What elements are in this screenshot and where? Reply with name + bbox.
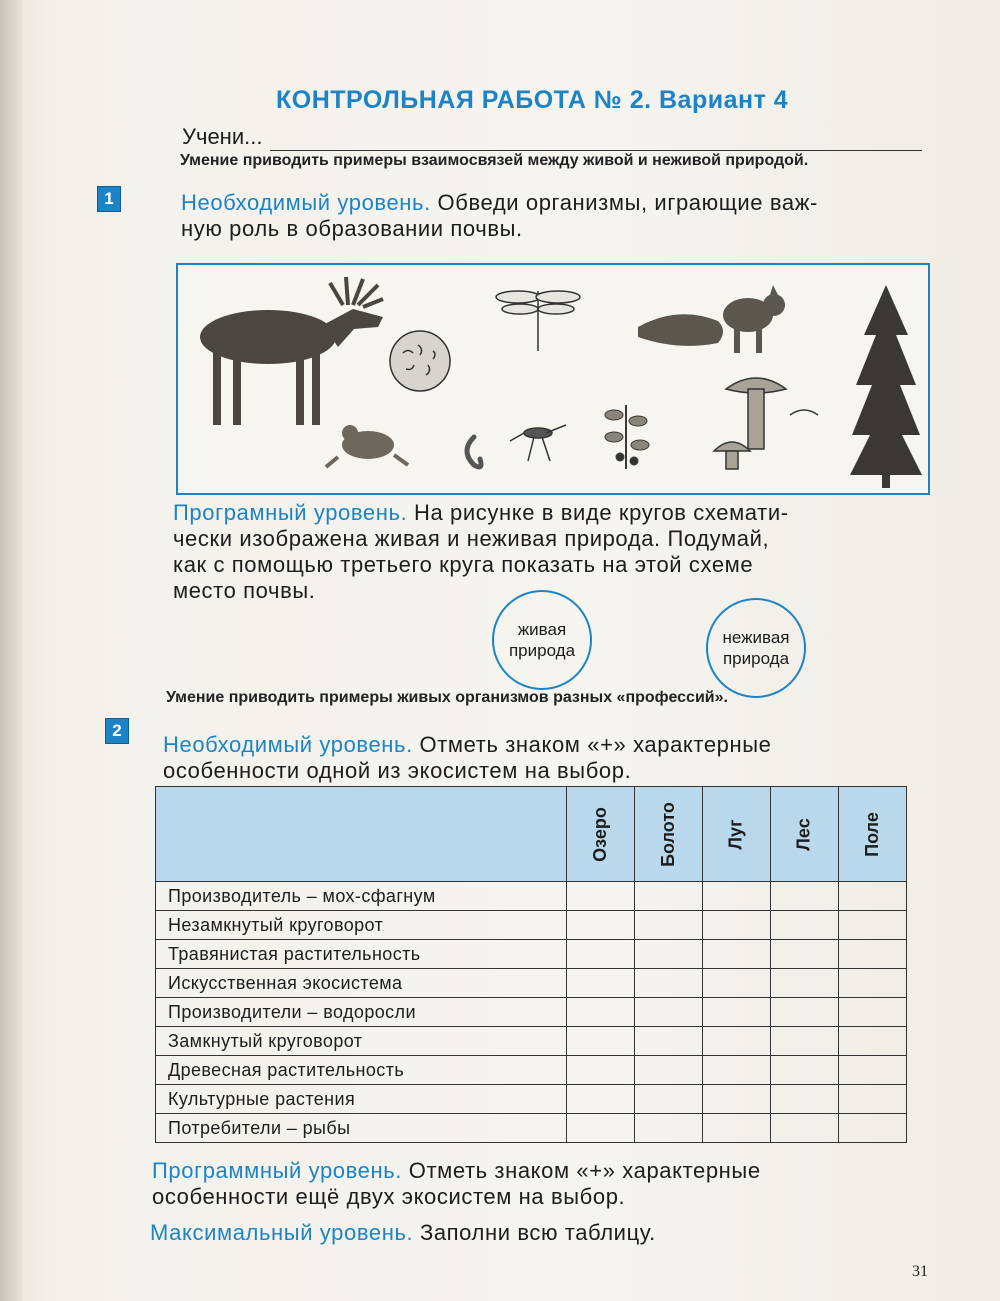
answer-cell[interactable] bbox=[703, 998, 771, 1027]
table-row bbox=[156, 911, 907, 940]
row-label: Незамкнутый круговорот bbox=[156, 911, 567, 940]
answer-cell[interactable] bbox=[635, 940, 703, 969]
answer-cell[interactable] bbox=[703, 940, 771, 969]
answer-cell[interactable] bbox=[703, 1085, 771, 1114]
answer-cell[interactable] bbox=[771, 911, 839, 940]
row-label: Производитель – мох-сфагнум bbox=[156, 882, 567, 911]
answer-cell[interactable] bbox=[839, 911, 907, 940]
level-required-1: Необходимый уровень. bbox=[181, 190, 431, 215]
answer-cell[interactable] bbox=[771, 940, 839, 969]
ecosystem-table bbox=[155, 786, 907, 1143]
answer-cell[interactable] bbox=[703, 882, 771, 911]
moose-icon[interactable] bbox=[200, 277, 383, 425]
answer-cell[interactable] bbox=[567, 911, 635, 940]
answer-cell[interactable] bbox=[839, 882, 907, 911]
task-1-program bbox=[173, 500, 923, 604]
dragonfly-icon[interactable] bbox=[496, 291, 580, 351]
task-2-program bbox=[152, 1158, 912, 1210]
row-label: Древесная растительность bbox=[156, 1056, 567, 1085]
answer-cell[interactable] bbox=[839, 1056, 907, 1085]
answer-cell[interactable] bbox=[635, 911, 703, 940]
answer-cell[interactable] bbox=[635, 998, 703, 1027]
column-header: Поле bbox=[839, 787, 907, 882]
circle-living-nature: живая природа bbox=[492, 590, 592, 690]
program-line-2: чески изображена живая и неживая природа. Подумай, bbox=[173, 526, 770, 551]
pupil-name-row bbox=[182, 124, 922, 154]
page-number: 31 bbox=[912, 1263, 928, 1280]
mushrooms-icon[interactable] bbox=[714, 378, 818, 469]
task-number-2: 2 bbox=[105, 718, 129, 744]
table-row bbox=[156, 940, 907, 969]
program-line-1: На рисунке в виде кругов схемати- bbox=[414, 500, 789, 525]
squirrel-icon[interactable] bbox=[638, 285, 785, 353]
answer-cell[interactable] bbox=[839, 969, 907, 998]
task-number-1: 1 bbox=[97, 186, 121, 212]
berry-plant-icon[interactable] bbox=[605, 405, 649, 469]
task-2-max bbox=[150, 1220, 910, 1246]
table-row bbox=[156, 969, 907, 998]
task-1-text-a: Обведи организмы, играющие важ- bbox=[437, 190, 818, 215]
row-label: Потребители – рыбы bbox=[156, 1114, 567, 1143]
task-1-required bbox=[181, 190, 921, 242]
table-corner-cell bbox=[156, 787, 567, 882]
table-row bbox=[156, 998, 907, 1027]
answer-cell[interactable] bbox=[839, 940, 907, 969]
answer-cell[interactable] bbox=[635, 1027, 703, 1056]
skill-2: Умение приводить примеры живых организмов разных «профессий». bbox=[166, 689, 728, 706]
level-program-1: Програмный уровень. bbox=[173, 500, 408, 525]
row-label: Производители – водоросли bbox=[156, 998, 567, 1027]
pupil-name-line[interactable] bbox=[270, 150, 922, 151]
answer-cell[interactable] bbox=[567, 1114, 635, 1143]
pupil-label: Учени... bbox=[182, 124, 263, 149]
column-header: Лес bbox=[771, 787, 839, 882]
level-program-2: Программный уровень. bbox=[152, 1158, 403, 1183]
answer-cell[interactable] bbox=[567, 1085, 635, 1114]
row-label: Культурные растения bbox=[156, 1085, 567, 1114]
level-required-2: Необходимый уровень. bbox=[163, 732, 413, 757]
table-row bbox=[156, 1056, 907, 1085]
answer-cell[interactable] bbox=[703, 911, 771, 940]
answer-cell[interactable] bbox=[635, 1085, 703, 1114]
answer-cell[interactable] bbox=[635, 882, 703, 911]
page-spine bbox=[0, 0, 22, 1301]
organisms-picture bbox=[176, 263, 930, 495]
answer-cell[interactable] bbox=[567, 940, 635, 969]
answer-cell[interactable] bbox=[635, 1056, 703, 1085]
bacteria-icon[interactable] bbox=[390, 331, 450, 391]
table-row bbox=[156, 1114, 907, 1143]
answer-cell[interactable] bbox=[635, 1114, 703, 1143]
answer-cell[interactable] bbox=[567, 998, 635, 1027]
answer-cell[interactable] bbox=[771, 1085, 839, 1114]
page-title: КОНТРОЛЬНАЯ РАБОТА № 2. Вариант 4 bbox=[276, 86, 789, 114]
spruce-icon[interactable] bbox=[850, 285, 922, 488]
task-2-text-b: особенности одной из экосистем на выбор. bbox=[163, 758, 632, 783]
answer-cell[interactable] bbox=[703, 969, 771, 998]
task-2-required bbox=[163, 732, 923, 784]
answer-cell[interactable] bbox=[839, 1114, 907, 1143]
column-header: Луг bbox=[703, 787, 771, 882]
answer-cell[interactable] bbox=[771, 882, 839, 911]
circle-nonliving-nature: неживая природа bbox=[706, 598, 806, 698]
program-line-3: как с помощью третьего круга показать на этой схеме bbox=[173, 552, 754, 577]
answer-cell[interactable] bbox=[703, 1027, 771, 1056]
answer-cell[interactable] bbox=[635, 969, 703, 998]
answer-cell[interactable] bbox=[839, 1027, 907, 1056]
task-2-max-text: Заполни всю таблицу. bbox=[419, 1220, 656, 1245]
frog-icon[interactable] bbox=[326, 425, 408, 467]
skill-1: Умение приводить примеры взаимосвязей между живой и неживой природой. bbox=[180, 152, 809, 169]
level-max-2: Максимальный уровень. bbox=[150, 1220, 414, 1245]
task-2-program-b: особенности ещё двух экосистем на выбор. bbox=[152, 1184, 626, 1209]
row-label: Искусственная экосистема bbox=[156, 969, 567, 998]
answer-cell[interactable] bbox=[567, 969, 635, 998]
task-1-text-b: ную роль в образовании почвы. bbox=[181, 216, 523, 241]
task-2-program-a: Отметь знаком «+» характерные bbox=[408, 1158, 761, 1183]
answer-cell[interactable] bbox=[567, 1056, 635, 1085]
answer-cell[interactable] bbox=[839, 1085, 907, 1114]
column-header: Болото bbox=[635, 787, 703, 882]
answer-cell[interactable] bbox=[771, 1056, 839, 1085]
table-row bbox=[156, 1085, 907, 1114]
answer-cell[interactable] bbox=[771, 969, 839, 998]
column-header: Озеро bbox=[567, 787, 635, 882]
answer-cell[interactable] bbox=[567, 882, 635, 911]
mosquito-icon[interactable] bbox=[510, 425, 566, 461]
answer-cell[interactable] bbox=[703, 1114, 771, 1143]
table-row bbox=[156, 882, 907, 911]
answer-cell[interactable] bbox=[703, 1056, 771, 1085]
answer-cell[interactable] bbox=[839, 998, 907, 1027]
row-label: Замкнутый круговорот bbox=[156, 1027, 567, 1056]
answer-cell[interactable] bbox=[567, 1027, 635, 1056]
answer-cell[interactable] bbox=[771, 998, 839, 1027]
program-line-4: место почвы. bbox=[173, 578, 316, 603]
task-2-text-a: Отметь знаком «+» характерные bbox=[419, 732, 772, 757]
answer-cell[interactable] bbox=[771, 1027, 839, 1056]
answer-cell[interactable] bbox=[771, 1114, 839, 1143]
worm-icon[interactable] bbox=[467, 437, 481, 467]
table-header-row bbox=[156, 787, 907, 882]
row-label: Травянистая растительность bbox=[156, 940, 567, 969]
table-row bbox=[156, 1027, 907, 1056]
